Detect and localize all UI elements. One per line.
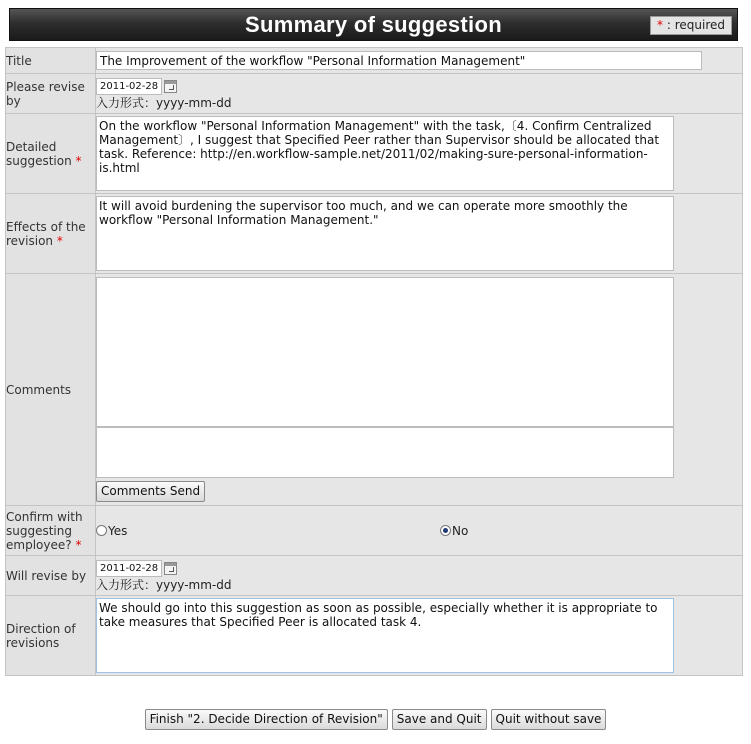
- title-cell: [96, 48, 743, 74]
- title-input[interactable]: [96, 51, 702, 70]
- revise-by-date-input[interactable]: [96, 78, 162, 95]
- comments-cell: [96, 274, 743, 506]
- direction-textarea[interactable]: We should go into this suggestion as soon as possible, especially whether it is appropriate to take measures that Specified Peer is allocated task 4.: [96, 598, 674, 673]
- effects-textarea[interactable]: It will avoid burdening the supervisor too much, and we can operate more smoothly the workflow "Personal Information Management.": [96, 196, 674, 271]
- row-title: [6, 48, 743, 74]
- comments-history: [96, 277, 674, 427]
- confirm-label-text: Confirm with suggesting employee?: [6, 509, 83, 552]
- radio-no-label: No: [452, 523, 469, 538]
- detailed-suggestion-cell: [96, 114, 743, 194]
- title-label-text: Title: [6, 53, 32, 68]
- detailed-suggestion-textarea[interactable]: On the workflow "Personal Information Management" with the task,〔4. Confirm Centralized Management〕, I suggest that Specified Peer rather than Supervisor should be allocated that task. Reference: http://en.workflow-sample.net/2011/02/making-sure-personal-information-is.html: [96, 116, 674, 191]
- confirm-label: [6, 506, 96, 556]
- comments-label-text: Comments: [6, 382, 72, 397]
- quit-without-save-button[interactable]: Quit without save: [491, 709, 607, 730]
- page-header: [9, 8, 738, 41]
- effects-cell: [96, 194, 743, 274]
- detailed-suggestion-label-text: Detailed suggestion: [6, 139, 72, 168]
- page-title: Summary of suggestion: [245, 12, 502, 37]
- revise-by-label: [6, 74, 96, 114]
- footer-actions: [0, 709, 751, 730]
- title-label: [6, 48, 96, 74]
- required-star: *: [657, 18, 664, 32]
- row-confirm: [6, 506, 743, 556]
- detailed-suggestion-label: [6, 114, 96, 194]
- revise-by-format-hint: 入力形式：yyyy-mm-dd: [96, 95, 232, 110]
- calendar-icon[interactable]: [164, 80, 177, 93]
- confirm-option-yes[interactable]: [96, 524, 440, 538]
- confirm-option-no[interactable]: [440, 524, 468, 538]
- row-comments: [6, 274, 743, 506]
- radio-no[interactable]: [440, 525, 451, 536]
- save-and-quit-button[interactable]: Save and Quit: [392, 709, 487, 730]
- revise-by-label-text: Please revise by: [6, 79, 85, 108]
- confirm-cell: [96, 506, 743, 556]
- effects-label-text: Effects of the revision: [6, 219, 86, 248]
- required-legend: [650, 16, 732, 35]
- comments-label: [6, 274, 96, 506]
- radio-yes[interactable]: [96, 525, 107, 536]
- revise-by-cell: [96, 74, 743, 114]
- will-revise-by-label: [6, 556, 96, 596]
- row-detailed-suggestion: [6, 114, 743, 194]
- suggestion-form: [5, 47, 743, 676]
- direction-label-text: Direction of revisions: [6, 621, 76, 650]
- required-star: *: [56, 233, 63, 248]
- required-star: *: [75, 153, 82, 168]
- required-star: *: [75, 537, 82, 552]
- effects-label: [6, 194, 96, 274]
- required-legend-text: : required: [666, 18, 725, 32]
- comments-send-button[interactable]: Comments Send: [96, 481, 205, 502]
- will-revise-by-date-input[interactable]: [96, 560, 162, 577]
- row-will-revise-by: [6, 556, 743, 596]
- finish-button[interactable]: Finish "2. Decide Direction of Revision": [145, 709, 388, 730]
- direction-cell: [96, 596, 743, 676]
- direction-label: [6, 596, 96, 676]
- will-revise-by-cell: [96, 556, 743, 596]
- row-effects: [6, 194, 743, 274]
- comments-input[interactable]: [96, 427, 674, 478]
- row-revise-by: [6, 74, 743, 114]
- row-direction: [6, 596, 743, 676]
- calendar-icon[interactable]: [164, 562, 177, 575]
- will-revise-by-label-text: Will revise by: [6, 568, 87, 583]
- will-revise-by-format-hint: 入力形式：yyyy-mm-dd: [96, 577, 232, 592]
- radio-yes-label: Yes: [108, 523, 128, 538]
